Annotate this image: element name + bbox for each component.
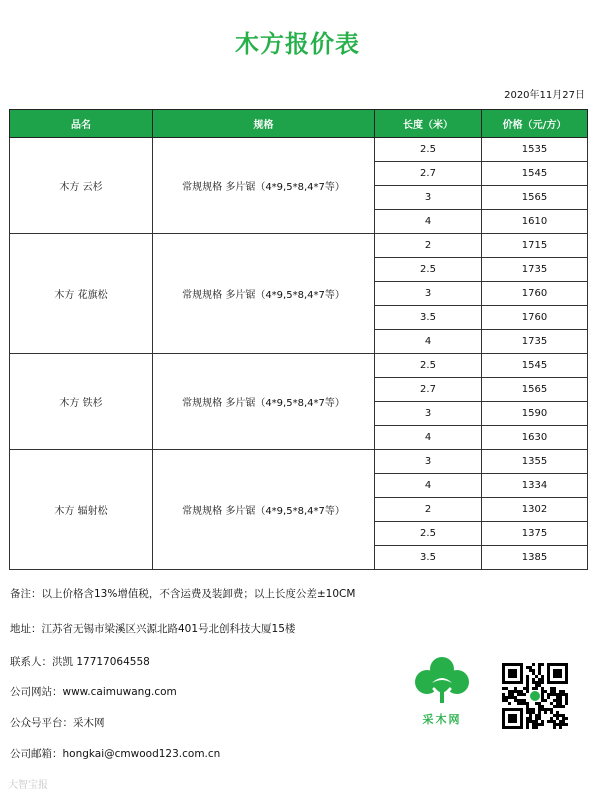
price-cell: 1355: [482, 450, 588, 474]
length-cell: 2: [375, 234, 482, 258]
price-cell: 1630: [482, 426, 588, 450]
table-row: [10, 450, 588, 474]
price-cell: 1760: [482, 306, 588, 330]
header-spec: 规格: [153, 110, 375, 138]
table-row: [10, 138, 588, 162]
note-remark: 备注：以上价格含13%增值税，不含运费及装卸费；以上长度公差±10CM: [10, 588, 356, 600]
length-cell: 2.5: [375, 354, 482, 378]
note-website: 公司网站：www.caimuwang.com: [10, 686, 177, 698]
length-cell: 3.5: [375, 306, 482, 330]
price-cell: 1545: [482, 354, 588, 378]
table-header-row: [10, 110, 588, 138]
table-row: [10, 354, 588, 378]
price-cell: 1545: [482, 162, 588, 186]
header-length: 长度（米）: [375, 110, 482, 138]
price-table-body: [10, 138, 588, 570]
product-name-cell: 木方 铁杉: [10, 354, 153, 450]
price-cell: 1735: [482, 330, 588, 354]
price-cell: 1735: [482, 258, 588, 282]
length-cell: 3.5: [375, 546, 482, 570]
price-cell: 1302: [482, 498, 588, 522]
note-address: 地址：江苏省无锡市梁溪区兴源北路401号北创科技大厦15楼: [10, 623, 296, 635]
price-table: [9, 109, 588, 570]
price-cell: 1535: [482, 138, 588, 162]
price-cell: 1375: [482, 522, 588, 546]
length-cell: 3: [375, 450, 482, 474]
price-cell: 1334: [482, 474, 588, 498]
length-cell: 3: [375, 186, 482, 210]
spec-cell: 常规规格 多片锯（4*9,5*8,4*7等）: [153, 354, 375, 450]
product-name-cell: 木方 辐射松: [10, 450, 153, 570]
length-cell: 2.5: [375, 138, 482, 162]
brand-logo: [412, 655, 472, 727]
spec-cell: 常规规格 多片锯（4*9,5*8,4*7等）: [153, 138, 375, 234]
page-title: 木方报价表: [235, 30, 360, 58]
length-cell: 4: [375, 474, 482, 498]
price-cell: 1565: [482, 186, 588, 210]
product-name-cell: 木方 云杉: [10, 138, 153, 234]
price-cell: 1760: [482, 282, 588, 306]
note-email: 公司邮箱：hongkai@cmwood123.com.cn: [10, 748, 221, 760]
length-cell: 4: [375, 330, 482, 354]
spec-cell: 常规规格 多片锯（4*9,5*8,4*7等）: [153, 234, 375, 354]
header-product: 品名: [10, 110, 153, 138]
length-cell: 2.7: [375, 162, 482, 186]
price-cell: 1610: [482, 210, 588, 234]
table-row: [10, 234, 588, 258]
price-cell: 1590: [482, 402, 588, 426]
length-cell: 3: [375, 282, 482, 306]
header-price: 价格（元/方）: [482, 110, 588, 138]
report-date: 2020年11月27日: [504, 90, 585, 101]
length-cell: 3: [375, 402, 482, 426]
note-wechat: 公众号平台：采木网: [10, 717, 105, 729]
price-cell: 1715: [482, 234, 588, 258]
qr-code-icon: [502, 663, 568, 729]
length-cell: 2.7: [375, 378, 482, 402]
price-cell: 1385: [482, 546, 588, 570]
spec-cell: 常规规格 多片锯（4*9,5*8,4*7等）: [153, 450, 375, 570]
length-cell: 4: [375, 426, 482, 450]
length-cell: 2.5: [375, 522, 482, 546]
tree-logo-icon: [412, 655, 472, 705]
price-cell: 1565: [482, 378, 588, 402]
length-cell: 2.5: [375, 258, 482, 282]
watermark: 大智宝报: [8, 780, 48, 791]
note-contact: 联系人：洪凯 17717064558: [10, 656, 150, 668]
product-name-cell: 木方 花旗松: [10, 234, 153, 354]
length-cell: 4: [375, 210, 482, 234]
logo-text: 采木网: [422, 713, 462, 726]
length-cell: 2: [375, 498, 482, 522]
